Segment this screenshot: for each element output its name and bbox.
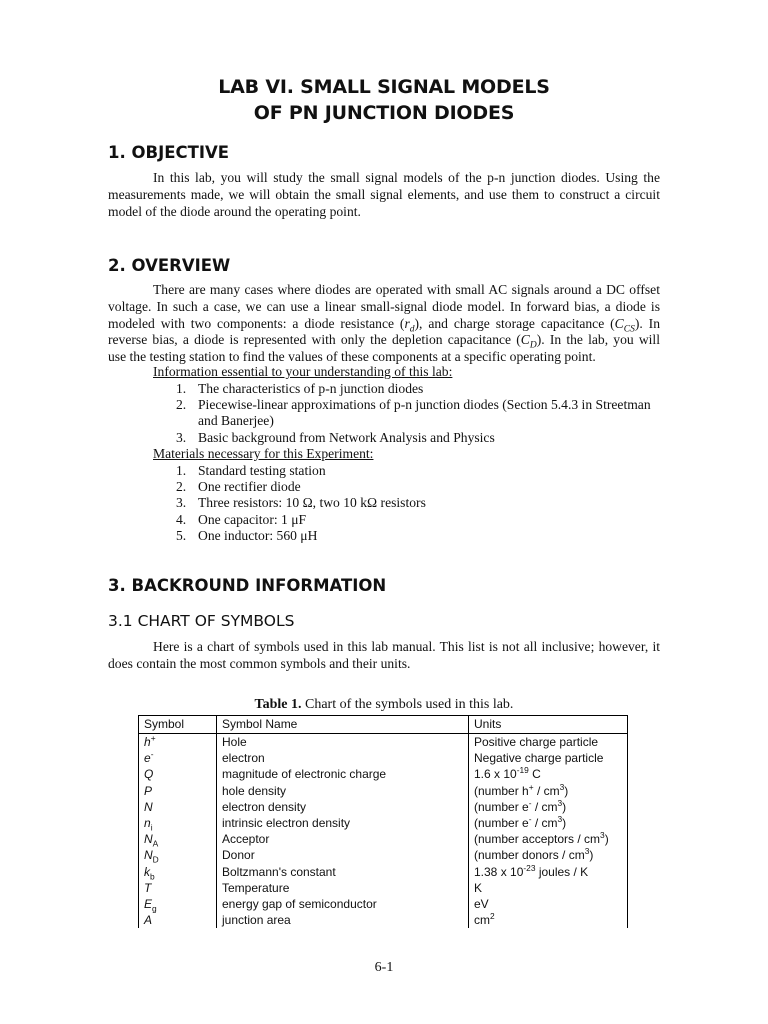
table-row <box>139 912 628 928</box>
symbol-name-cell: intrinsic electron density <box>217 815 469 831</box>
units-superscript: + <box>528 781 534 792</box>
overview-line-5: use the testing station to find the values of these components at a specific operating point. <box>108 349 596 365</box>
list-number: 4. <box>176 512 187 527</box>
background-line-1: Here is a chart of symbols used in this lab manual. This list is not all inclusive; however, it <box>153 639 660 654</box>
table-caption-text: Chart of the symbols used in this lab. <box>301 697 514 712</box>
overview-line-1: There are many cases where diodes are operated with small AC signals around a DC offset <box>153 282 660 297</box>
units-superscript: -19 <box>516 765 529 776</box>
units-text: cm <box>474 913 490 928</box>
units-text: C <box>528 767 541 782</box>
symbols-table-body <box>139 716 628 929</box>
table-row <box>139 750 628 766</box>
units-superscript: 3 <box>600 830 605 841</box>
table-row <box>139 799 628 815</box>
list-text: Three resistors: 10 Ω, two 10 kΩ resistors <box>198 495 426 510</box>
list-text: Standard testing station <box>198 463 326 478</box>
list-number: 2. <box>176 397 187 412</box>
units-cell <box>469 864 628 880</box>
overview-line-4-a: reverse bias, a diode is represented with only the depletion capacitance ( <box>108 332 521 348</box>
table-row <box>139 783 628 799</box>
overview-line-3 <box>108 316 660 333</box>
background-paragraph <box>108 639 660 673</box>
table-row <box>139 815 628 831</box>
units-superscript: 3 <box>557 813 563 824</box>
symbol-text: N <box>144 799 153 814</box>
symbol-name-cell: Temperature <box>217 880 469 896</box>
ccs-symbol: C <box>614 315 624 331</box>
symbol-cell <box>139 815 217 831</box>
symbol-text: h <box>144 735 151 749</box>
symbol-cell <box>139 750 217 766</box>
chart-of-symbols-heading: 3.1 CHART OF SYMBOLS <box>108 612 295 630</box>
units-text: eV <box>474 896 489 911</box>
list-text: One capacitor: 1 μF <box>198 512 307 527</box>
symbol-name-cell: junction area <box>217 912 469 928</box>
table-row <box>139 896 628 912</box>
list-text: One rectifier diode <box>198 479 301 494</box>
symbol-cell <box>139 896 217 912</box>
symbol-subscript: D <box>152 854 159 865</box>
symbol-subscript: A <box>152 838 159 849</box>
objective-line-1: In this lab, you will study the small signal models of the p-n junction diodes. Using the <box>153 170 660 185</box>
units-text: / cm <box>531 815 558 830</box>
units-text: ) <box>562 815 567 830</box>
symbol-text: E <box>144 896 153 911</box>
overview-line-2: voltage. In such a case, we can use a linear small-signal diode model. In forward bias, a diode is <box>108 298 660 314</box>
symbol-cell <box>139 766 217 782</box>
ccs-subscript: CS <box>623 324 635 335</box>
objective-paragraph <box>108 170 660 220</box>
symbol-name-cell: Boltzmann's constant <box>217 864 469 880</box>
symbol-name-cell: Donor <box>217 847 469 863</box>
symbol-cell <box>139 864 217 880</box>
symbol-subscript: b <box>150 870 155 881</box>
units-text: (number donors / cm <box>474 848 585 863</box>
symbol-cell <box>139 734 217 751</box>
units-text: joules / K <box>535 864 589 879</box>
document-title-line2: OF PN JUNCTION DIODES <box>253 102 515 124</box>
units-superscript: - <box>528 797 532 808</box>
list-number: 2. <box>176 479 187 494</box>
symbol-cell <box>139 847 217 863</box>
symbol-name-cell: electron <box>217 750 469 766</box>
units-cell <box>469 880 628 896</box>
symbol-name-cell: energy gap of semiconductor <box>217 896 469 912</box>
overview-heading: 2. OVERVIEW <box>108 256 231 275</box>
symbol-subscript: i <box>150 822 153 833</box>
background-line-2: does contain the most common symbols and their units. <box>108 655 411 671</box>
symbol-superscript: + <box>150 733 156 743</box>
info-essential-heading: Information essential to your understanding of this lab: <box>153 364 453 379</box>
symbol-cell <box>139 783 217 799</box>
symbol-name-cell: magnitude of electronic charge <box>217 766 469 782</box>
units-cell <box>469 831 628 847</box>
symbol-text: N <box>144 848 153 863</box>
list-text: Piecewise-linear approximations of p-n junction diodes (Section 5.4.3 in Streetman <box>198 397 651 412</box>
symbol-name-cell: hole density <box>217 783 469 799</box>
list-number: 1. <box>176 381 187 396</box>
list-text: Basic background from Network Analysis and Physics <box>198 430 495 445</box>
symbol-name-cell: Hole <box>217 734 469 751</box>
table-header-row <box>139 716 628 734</box>
symbol-text: P <box>144 783 153 798</box>
units-text: (number acceptors / cm <box>474 832 601 847</box>
units-superscript: 3 <box>584 846 590 857</box>
objective-line-2: measurements made, we will obtain the small signal elements, and use them to construct a circuit <box>108 186 660 202</box>
table-row <box>139 864 628 880</box>
column-header: Symbol Name <box>217 716 469 734</box>
table-row <box>139 766 628 782</box>
symbol-text: N <box>144 832 153 847</box>
objective-line-3: model of the diode around the operating point. <box>108 203 361 219</box>
units-text: ) <box>562 799 567 814</box>
cd-subscript: D <box>529 341 537 352</box>
list-text: The characteristics of p-n junction diodes <box>198 381 424 396</box>
units-superscript: - <box>528 813 532 824</box>
units-superscript: 3 <box>557 797 563 808</box>
units-cell <box>469 766 628 782</box>
table-row <box>139 734 628 751</box>
table-caption <box>0 697 768 713</box>
symbol-text: Q <box>144 767 154 782</box>
overview-line-4-b: ). In the lab, you will <box>536 332 660 348</box>
units-text: K <box>474 880 483 895</box>
units-cell <box>469 896 628 912</box>
symbol-text: e <box>144 751 151 766</box>
objective-heading: 1. OBJECTIVE <box>108 143 230 162</box>
page-number: 6-1 <box>374 960 394 975</box>
units-superscript: 3 <box>559 781 565 792</box>
units-text: Positive charge particle <box>474 735 599 749</box>
units-text: (number e <box>474 799 529 814</box>
units-cell <box>469 815 628 831</box>
units-cell <box>469 750 628 766</box>
cd-symbol: C <box>520 332 530 348</box>
units-cell <box>469 783 628 799</box>
table-row <box>139 847 628 863</box>
units-text: Negative charge particle <box>474 751 604 766</box>
table-row <box>139 831 628 847</box>
symbol-subscript: g <box>152 903 157 914</box>
units-text: (number h <box>474 783 529 798</box>
overview-line-3-b: ), and charge storage capacitance ( <box>414 315 615 331</box>
symbol-superscript: - <box>150 749 154 760</box>
symbol-text: A <box>144 913 153 928</box>
symbol-cell <box>139 799 217 815</box>
overview-line-3-a: modeled with two components: a diode resistance ( <box>108 315 405 331</box>
table-row <box>139 880 628 896</box>
units-text: ) <box>564 783 569 798</box>
symbol-cell <box>139 831 217 847</box>
units-text: / cm <box>533 783 560 798</box>
symbol-text: k <box>144 864 150 879</box>
table-caption-label: Table 1. <box>254 697 302 712</box>
units-text: ) <box>604 832 609 847</box>
overview-line-4 <box>108 332 660 352</box>
units-cell <box>469 734 628 751</box>
list-number: 5. <box>176 528 187 543</box>
column-header: Symbol <box>139 716 217 734</box>
column-header: Units <box>469 716 628 734</box>
units-cell <box>469 799 628 815</box>
symbol-cell <box>139 912 217 928</box>
units-text: (number e <box>474 815 529 830</box>
symbols-table <box>138 715 628 928</box>
units-text: / cm <box>531 799 558 814</box>
rd-symbol: r <box>404 315 410 331</box>
units-text: 1.6 x 10 <box>474 767 517 782</box>
document-title-line1: LAB VI. SMALL SIGNAL MODELS <box>218 76 550 98</box>
background-heading: 3. BACKROUND INFORMATION <box>108 576 387 595</box>
list-number: 3. <box>176 430 187 445</box>
symbol-cell <box>139 880 217 896</box>
symbol-text: n <box>144 815 151 830</box>
units-superscript: 2 <box>490 911 495 922</box>
units-cell <box>469 912 628 928</box>
units-text: 1.38 x 10 <box>474 864 524 879</box>
materials-heading: Materials necessary for this Experiment: <box>153 446 374 461</box>
symbol-name-cell: Acceptor <box>217 831 469 847</box>
list-text: One inductor: 560 μH <box>198 528 318 543</box>
units-cell <box>469 847 628 863</box>
symbol-text: T <box>144 880 152 895</box>
symbol-name-cell: electron density <box>217 799 469 815</box>
units-text: ) <box>589 848 594 863</box>
units-superscript: -23 <box>523 862 536 873</box>
overview-line-3-c: ). In <box>634 315 660 331</box>
list-text: and Banerjee) <box>198 413 274 428</box>
list-number: 1. <box>176 463 187 478</box>
list-number: 3. <box>176 495 187 510</box>
rd-subscript: d <box>409 324 415 335</box>
overview-paragraph <box>108 282 660 366</box>
